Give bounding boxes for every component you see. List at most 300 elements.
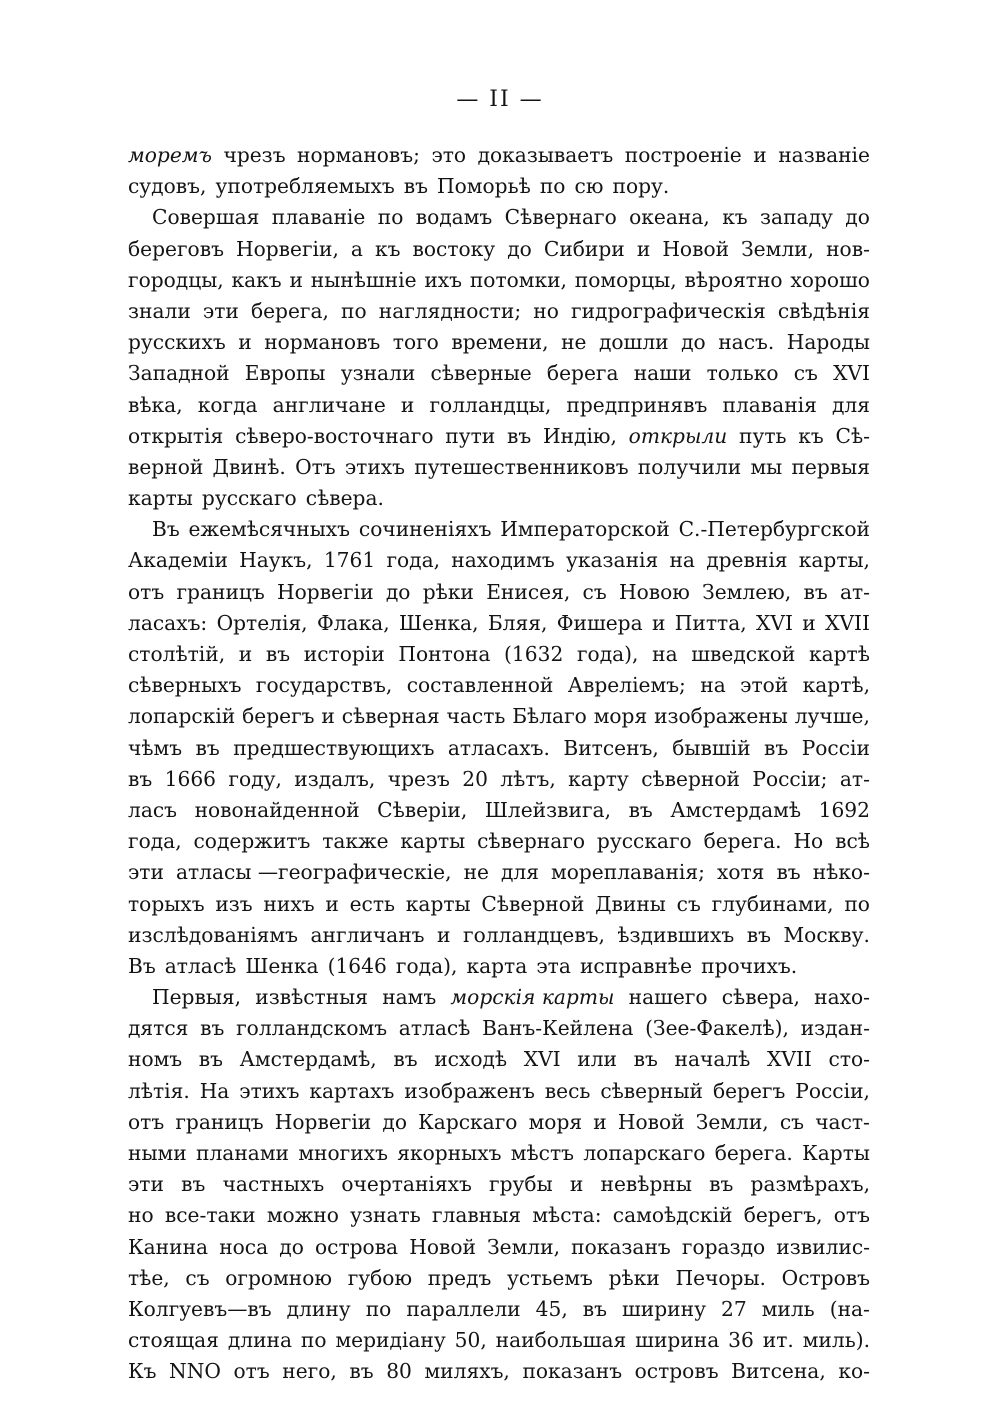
word: Въ [152,517,180,542]
word: до [382,1109,407,1134]
text-line [128,889,870,920]
text-line [128,234,870,265]
text-line [128,296,870,327]
word: ат- [839,766,870,791]
word: рѣки [608,1265,660,1290]
word: эти [128,860,164,885]
word: нихъ [263,891,315,916]
word: въ [265,642,291,666]
word: и [593,1109,607,1134]
italic-word: открыли [628,423,728,448]
word: ежемѣсячныхъ [188,517,351,542]
text-line [128,639,870,670]
word: въ [198,1047,223,1072]
word: въ [709,1172,734,1197]
word: на [652,642,678,666]
word: глубинами, [711,891,834,916]
word: узнать [350,1203,421,1228]
word: сѣвера. [305,486,384,511]
italic-word: моремъ [128,143,212,167]
word: въ [506,423,532,448]
word: мореплаванія; [551,860,705,885]
word: Новой [662,236,730,261]
word: Отъ [295,454,336,479]
word: исходѣ [434,1047,508,1072]
word: въ [746,922,771,947]
word: предъ [427,1265,492,1290]
word: и [636,236,651,261]
word: карты [400,829,466,854]
word: рѣки [422,579,474,604]
word: острова [314,1234,399,1259]
word: также [322,829,389,854]
word: новонайденной [194,797,360,822]
word: картѣ [808,642,870,666]
word: наши [633,361,692,386]
word: гидрографическія [571,298,766,323]
word: миль). [802,1328,870,1353]
paragraph [128,982,870,1387]
word: берегъ [242,704,315,729]
word: ат- [839,579,870,604]
word: того [392,330,439,355]
word: нормановъ [264,330,381,355]
word: въ [764,735,789,760]
word: Императорской [500,517,670,542]
word: узнали [340,361,416,386]
word: Бѣлаго [512,704,587,729]
word: частныхъ [222,1172,325,1197]
word: Двинѣ. [212,454,286,479]
text-line [128,421,870,452]
word: путь [739,423,787,448]
word: и [289,267,303,292]
word: Земли, [741,236,815,261]
text-line [128,1169,870,1200]
word: издан- [800,1016,870,1041]
word: атласахъ. [447,735,550,760]
word: и [802,610,816,635]
word: когда [197,392,258,417]
word: самоѣдскій [612,1203,733,1228]
word: Двины [595,891,666,916]
word: но [533,298,559,323]
word: вѣка, [128,392,183,417]
word: Совершая [152,205,260,230]
word: 36 [728,1328,754,1353]
word: всѣ [835,829,870,854]
word: и [321,704,335,729]
word: англичане [272,392,386,417]
word: Амстердамѣ, [239,1047,377,1072]
word: карту [568,766,629,791]
word: въ [128,766,153,791]
word: границъ [176,579,265,604]
word: XVII [825,610,870,635]
word: это [431,143,467,167]
word: XVI [523,1047,561,1072]
word: Земли, [695,1109,769,1134]
word: ко- [838,1359,870,1384]
word: лопарскій [128,704,236,729]
word: отъ [128,1109,165,1134]
word: до [681,330,706,355]
word: 1761 [323,548,376,573]
word: сѣверные [430,361,532,386]
word: водамъ [415,205,493,230]
word: нахо- [814,985,870,1010]
word: гораздо [681,1234,766,1259]
word: NNO [169,1359,221,1384]
word: картѣ, [802,673,870,698]
word: въ [200,1016,225,1041]
word: знали [128,298,191,323]
word: лѣтія. [128,1078,190,1103]
word: пору. [612,174,670,199]
word: составленной [406,673,554,698]
word: Карскаго [418,1109,518,1134]
word: исторіи [303,642,385,666]
text-line [128,1263,870,1294]
word: грубы [489,1172,553,1197]
word: Новой [409,1234,476,1259]
word: карты, [798,548,870,573]
word: путешественниковъ [414,454,629,479]
word: сочиненіяхъ [358,517,492,542]
word: губою [347,1265,413,1290]
text-line [128,202,870,233]
word: на [700,673,726,698]
word: извилис- [776,1234,870,1259]
paragraph [128,140,870,202]
word: въ [403,174,428,199]
word: дятся [128,1016,189,1041]
word: началѣ [674,1047,751,1072]
word: островъ [634,1359,719,1384]
word: Канина [128,1234,209,1259]
word: съ [185,1265,210,1290]
page-number: — II — [456,87,544,112]
text-line [128,1076,870,1107]
word: 45, [535,1296,568,1321]
text-line [128,140,870,171]
word: съ [582,579,607,604]
word: част- [815,1109,870,1134]
word: древнія [706,548,788,573]
word: по [300,1328,327,1353]
word: карты [128,486,193,511]
text-line [128,327,870,358]
word: Норвегіи [274,1109,372,1134]
word: (на- [829,1296,870,1321]
word: 27 [720,1296,747,1321]
word: голландскомъ [236,1016,388,1041]
word: атласѣ [164,953,237,978]
word: года), [395,953,458,978]
word: и [569,1172,584,1197]
word: не [463,860,489,885]
word: С.-Петербургской [678,517,870,542]
word: длина [227,1328,293,1353]
text-line [128,1325,870,1356]
word: вѣроятно [684,267,783,292]
word: Норвегіи [277,579,374,604]
word: голландцы, [429,392,552,417]
word: отъ [233,1359,270,1384]
word: къ [722,205,748,230]
word: открытія [128,423,224,448]
word: въ [633,1047,658,1072]
word: 50, [454,1328,487,1353]
word: нынѣшніе [310,267,417,292]
word: или [577,1047,618,1072]
word: года, [386,548,441,573]
word: 80 [386,1359,412,1384]
word: Поморьѣ [437,174,531,199]
word: изслѣдованіямъ [128,922,298,947]
word: дошли [598,330,669,355]
word: мѣста: [532,1203,602,1228]
word: 20 [462,766,488,791]
word: тѣе, [128,1265,170,1290]
word: съ [676,891,701,916]
word: не [561,330,587,355]
word: свѣдѣнія [777,298,870,323]
word: Къ [128,1359,157,1384]
word: есть [349,891,396,916]
word: Колгуевъ—въ [128,1296,272,1321]
word: до [845,205,870,230]
text-line [128,1013,870,1044]
text-line [128,514,870,545]
text-line [128,1294,870,1325]
text-line [128,390,870,421]
word: въ [349,1359,374,1384]
word: нѣко- [812,860,870,885]
word: миль [761,1296,815,1321]
word: въ [582,1296,607,1321]
word: съ [779,1109,805,1134]
word: государствъ, [255,673,393,698]
word: по [365,1296,392,1321]
word: англичанъ [310,922,425,947]
word: моря [528,1109,583,1134]
word: ласъ [128,797,178,822]
text-line [128,483,870,514]
text-line [128,701,870,732]
word: названіе [778,143,870,167]
word: часть [446,704,506,729]
text-line [128,764,870,795]
word: Витсена, [731,1359,826,1384]
word: сѣвера, [721,985,800,1010]
text-line [128,982,870,1013]
word: только [706,361,779,386]
word: сѣвернаго [477,829,586,854]
word: извѣстныя [255,985,368,1010]
word: Сибири [543,236,625,261]
word: все-таки [164,1203,256,1228]
word: нормановъ; [297,143,420,167]
word: сѣверная [341,704,440,729]
word: На [199,1078,230,1103]
word: размѣрахъ, [750,1172,870,1197]
word: берега [546,361,619,386]
word: лопарскаго [583,1141,706,1165]
word: чрезъ [223,143,286,167]
word: этихъ [239,1078,300,1103]
word: можно [266,1203,339,1228]
word: по [844,891,870,916]
word: сѣверный [600,1078,704,1103]
italic-word: морскія карты [450,985,615,1010]
word: въ [628,797,653,822]
word: прочихъ. [701,953,798,978]
word: атласы —географическіе, [175,860,452,885]
word: Витсенъ, [563,735,659,760]
word: Енисея, [486,579,571,604]
word: огромною [225,1265,332,1290]
word: по [539,174,566,199]
word: исправнѣе [579,953,693,978]
text-line [128,452,870,483]
word: сѣверной [641,766,740,791]
word: и [238,642,253,666]
word: Сѣверной [481,891,585,916]
word: городцы, [128,267,224,292]
word: картахъ [309,1078,395,1103]
word: океана, [629,205,710,230]
word: Ванъ-Кейлена [482,1016,634,1041]
word: а [350,236,363,261]
word: Авреліемъ; [567,673,686,698]
word: русскаго [201,486,297,511]
paragraph [128,202,870,514]
word: насъ. [718,330,775,355]
word: въ [776,860,801,885]
word: берега. [703,829,782,854]
word: чѣмъ [128,735,183,760]
word: Бляя, [487,610,548,635]
word: по [341,298,367,323]
word: ными [128,1141,187,1165]
word: Шлейзвига, [484,797,611,822]
word: многихъ [298,1141,388,1165]
word: потомки, [469,267,567,292]
word: Но [793,829,824,854]
word: нов- [826,236,870,261]
word: содержитъ [193,829,311,854]
word: ширина [635,1328,720,1353]
word: для [501,860,539,885]
word: 1666 [164,766,217,791]
word: Новою [619,579,690,604]
word: этой [740,673,789,698]
word: хотя [716,860,765,885]
word: поморцы, [574,267,677,292]
word: XVII [766,1047,812,1072]
word: ит. [762,1328,794,1353]
word: наибольшая [495,1328,627,1353]
word: съ [793,361,818,386]
word: Питта, [674,610,747,635]
word: лучше, [794,704,870,729]
text-line [128,1107,870,1138]
word: Сѣ- [835,423,870,448]
paragraph [128,514,870,982]
word: длину [286,1296,351,1321]
word: верной [128,454,204,479]
word: невѣрны [600,1172,692,1197]
text-line [128,857,870,888]
word: берега, [250,298,329,323]
word: Академіи [128,548,228,573]
word: (Зее-Факелѣ), [645,1016,789,1041]
word: намъ [382,985,437,1010]
text-line [128,920,870,951]
word: первыя [791,454,870,479]
text-line [128,171,870,202]
word: миляхъ, [424,1359,510,1384]
word: плаваніе [271,205,366,230]
word: русскаго [596,829,692,854]
word: Островъ [781,1265,870,1290]
word: берегъ, [743,1203,823,1228]
word: якорныхъ [397,1141,502,1165]
word: атласѣ [398,1016,471,1041]
word: параллели [406,1296,521,1321]
word: XVI [833,361,870,386]
word: очертаніяхъ [341,1172,472,1197]
word: Западной [128,361,230,386]
text-line [128,1356,870,1387]
word: изображены [654,704,788,729]
word: въ [181,1172,206,1197]
word: эти [128,1172,164,1197]
word: носа [219,1234,269,1259]
word: (1632 [504,642,564,666]
word: Россіи; [752,766,828,791]
word: изображенъ [404,1078,535,1103]
word: показанъ [571,1234,671,1259]
word: пути [445,423,496,448]
word: года), [576,642,639,666]
word: построеніе [624,143,742,167]
word: года, [128,829,182,854]
word: Сѣверіи, [377,797,468,822]
word: къ [798,423,824,448]
word: карты [405,891,471,916]
word: Ортелія, [216,610,308,635]
word: Новой [617,1109,685,1134]
word: моря [593,704,648,729]
text-line [128,1138,870,1169]
word: номъ [128,1047,183,1072]
word: эти [202,298,239,323]
word: Печоры. [675,1265,766,1290]
word: отъ [128,579,165,604]
word: и [651,610,666,635]
word: (1646 [327,953,387,978]
word: показанъ [522,1359,623,1384]
word: сѣверныхъ [128,673,242,698]
word: до [507,236,532,261]
word: XVI [756,610,793,635]
text-line [128,265,870,296]
word: устьемъ [507,1265,593,1290]
word: Шенка, [398,610,479,635]
word: въ [803,579,828,604]
